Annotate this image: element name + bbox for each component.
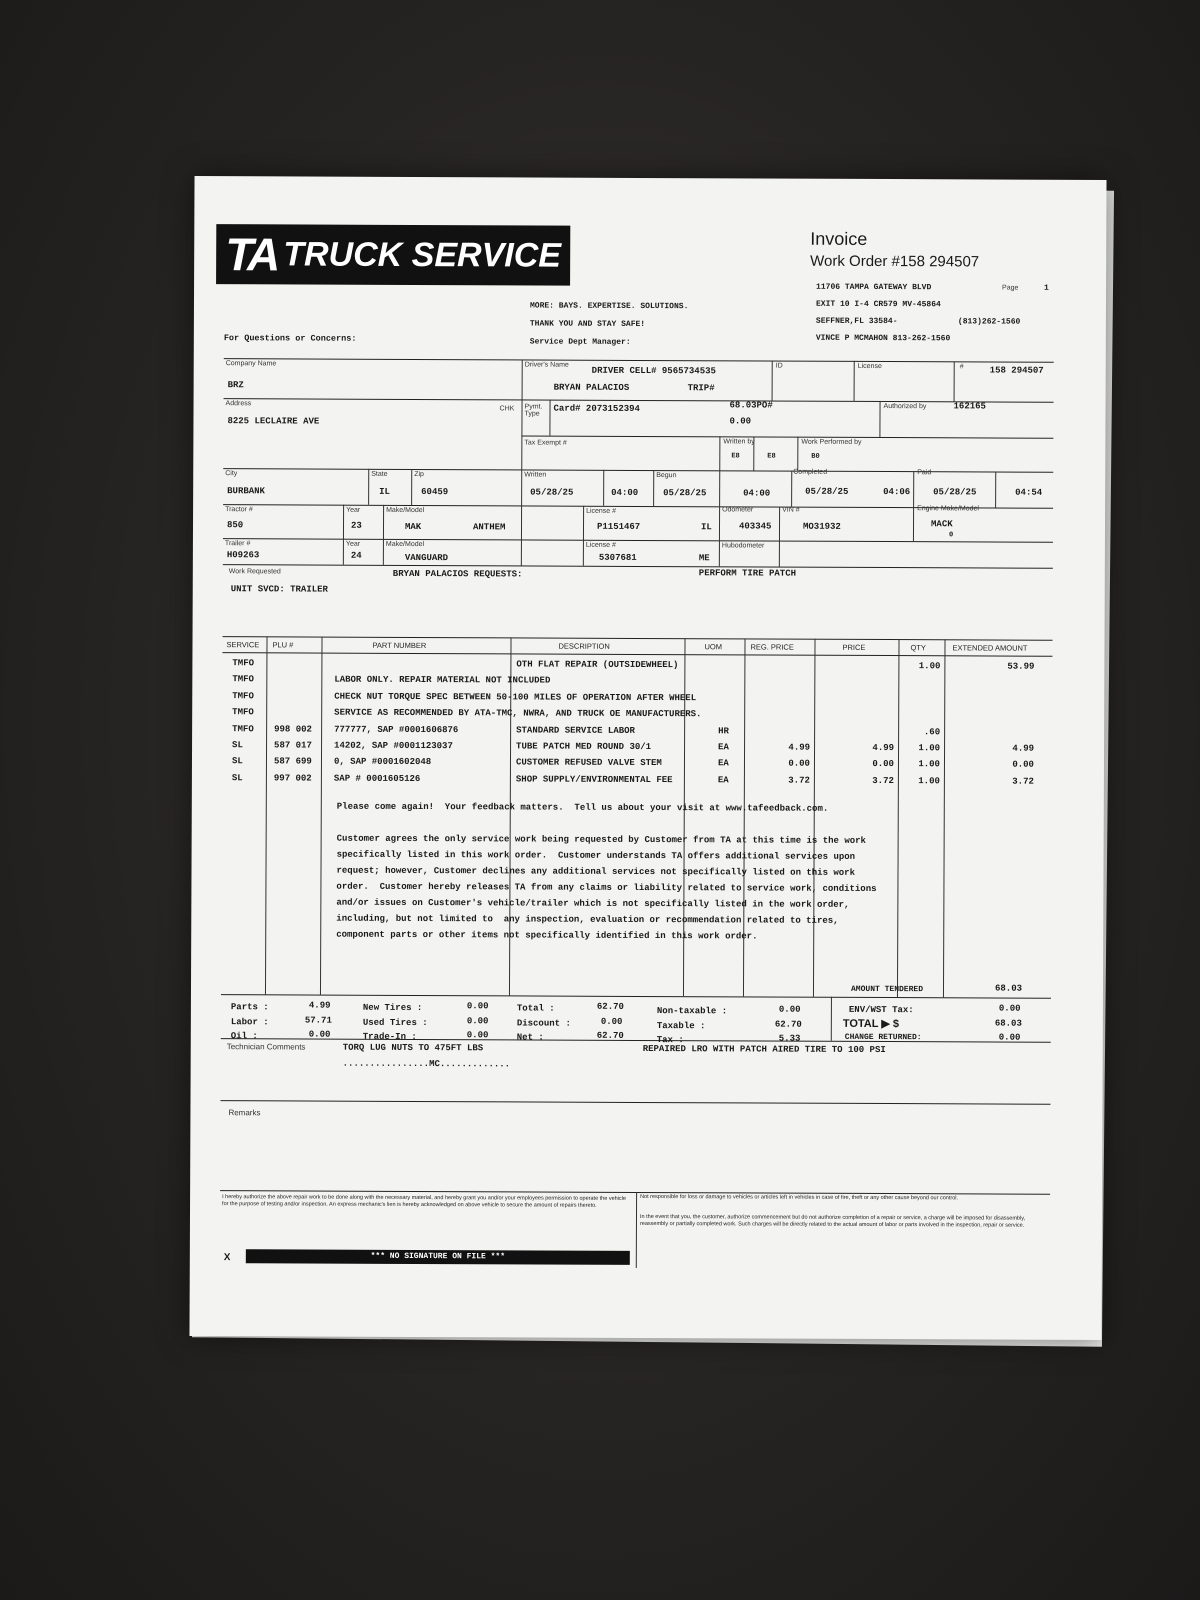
cell-service: SL [232, 740, 243, 751]
cell-plu: 997 002 [273, 773, 312, 784]
tech-comment-line1: TORQ LUG NUTS TO 475FT LBS [342, 1042, 484, 1054]
cell-uom: EA [717, 758, 729, 769]
cell-desc: OTH FLAT REPAIR (OUTSIDEWHEEL) [516, 659, 679, 671]
completed-time: 04:06 [883, 487, 911, 498]
tech-comment-line2: ................MC............. [342, 1058, 511, 1070]
signature-bar: *** NO SIGNATURE ON FILE *** [246, 1249, 630, 1265]
trade-in-label: Trade-In : [362, 1031, 417, 1042]
tractor-year: 23 [350, 520, 362, 531]
tech-comment-line3: REPAIRED LRO WITH PATCH AIRED TIRE TO 100 PSI [642, 1043, 886, 1056]
cell-part: 14202, SAP #0001123037 [334, 740, 453, 752]
engine-extra: 0 [948, 531, 954, 540]
address-label: Address [225, 400, 252, 408]
parts-total: 4.99 [308, 1000, 331, 1011]
amount-tendered-label: AMOUNT TENDERED [850, 984, 924, 995]
tractor-model: ANTHEM [472, 522, 506, 533]
customer-address: 8225 LECLAIRE AVE [227, 416, 320, 427]
cell-service: TMFO [232, 690, 254, 702]
cell-service: TMFO [232, 658, 255, 669]
written-by-label: Written by [723, 438, 755, 446]
engine-label: Engine Make/Model [917, 505, 979, 513]
tractor-make: MAK [404, 521, 422, 533]
cell-ext: 4.99 [1012, 743, 1035, 754]
th-service: SERVICE [226, 640, 260, 650]
cell-desc: SHOP SUPPLY/ENVIRONMENTAL FEE [515, 774, 673, 785]
state: IL [379, 486, 390, 497]
completed-date: 05/28/25 [805, 486, 849, 497]
not-responsible-text: Not responsible for loss or damage to vehicles or articles left in vehicles in case of fire, theft or any other cause beyond our control. [640, 1193, 959, 1202]
th-description: DESCRIPTION [558, 641, 610, 651]
amount-po: 68.03PO# [729, 400, 773, 411]
tractor-license-state: IL [700, 522, 712, 533]
cell-ext: 53.99 [1007, 661, 1035, 672]
odometer: 403345 [738, 521, 772, 532]
th-reg-price: REG. PRICE [750, 642, 794, 652]
trailer-make-label: Make/Model [385, 540, 425, 549]
paid-time: 04:54 [1015, 487, 1043, 498]
address-line2: EXIT 10 I-4 CR579 MV-45864 [815, 299, 941, 310]
th-plu: PLU # [272, 640, 294, 650]
taxable-label: Taxable : [656, 1021, 706, 1032]
slogan-line3: Service Dept Manager: [529, 337, 631, 347]
state-label: State [371, 470, 388, 478]
cell-service: TMFO [232, 674, 254, 685]
city: BURBANK [227, 486, 265, 497]
cell-desc: CUSTOMER REFUSED VALVE STEM [515, 757, 662, 769]
paid-label: Paid [917, 469, 932, 477]
manager-contact: VINCE P MCMAHON 813-262-1560 [815, 333, 951, 344]
request-description: PERFORM TIRE PATCH [698, 568, 797, 579]
th-price: PRICE [842, 642, 866, 652]
labor-label: Labor : [230, 1017, 269, 1028]
env-tax-label: ENV/WST Tax: [848, 1004, 914, 1016]
unit-serviced: UNIT SVCD: TRAILER [230, 584, 328, 595]
cell-price: 3.72 [872, 775, 894, 786]
cell-part: SERVICE AS RECOMMENDED BY ATA-TMC, NWRA, AND TRUCK OE MANUFACTURERS. [334, 707, 702, 720]
nontaxable: 0.00 [778, 1004, 801, 1015]
oil-label: Oil : [230, 1031, 258, 1042]
cell-qty: 1.00 [918, 775, 940, 787]
th-extended-amount: EXTENDED AMOUNT [952, 643, 1028, 653]
driver-name: BRYAN PALACIOS [553, 382, 630, 393]
tax-label: Tax : [656, 1035, 684, 1046]
paid-date: 05/28/25 [933, 487, 977, 498]
written-time: 04:00 [611, 487, 639, 498]
cell-desc: TUBE PATCH MED ROUND 30/1 [516, 741, 652, 753]
page-label: Page [1002, 284, 1019, 292]
performed-by-code: B0 [811, 452, 820, 461]
trailer-number: H09263 [226, 550, 260, 561]
cell-plu: 998 002 [274, 723, 312, 735]
tractor-number: 850 [226, 520, 244, 531]
cell-ext: 0.00 [1012, 759, 1034, 771]
vin: MO31932 [802, 521, 841, 532]
address-line3: SEFFNER,FL 33584- [815, 316, 898, 327]
subtotal: 62.70 [596, 1001, 624, 1012]
trailer-label: Trailer # [224, 540, 251, 548]
driver-name-label: Driver's Name [524, 361, 569, 369]
cell-qty: 1.00 [918, 759, 940, 770]
oil-total: 0.00 [308, 1029, 331, 1040]
discount-label: Discount : [516, 1018, 571, 1029]
cell-ext: 3.72 [1012, 776, 1034, 787]
work-performed-label: Work Performed by [801, 438, 862, 446]
cell-price: 0.00 [872, 759, 894, 770]
change-returned: 0.00 [998, 1032, 1021, 1043]
remarks-label: Remarks [228, 1108, 261, 1118]
begun-date: 05/28/25 [663, 488, 707, 499]
wo-hash-label: # [959, 363, 964, 371]
begun-time: 04:00 [743, 488, 771, 499]
parts-label: Parts : [230, 1002, 269, 1013]
cell-part: SAP # 0001605126 [333, 773, 421, 784]
cell-reg: 4.99 [788, 742, 811, 753]
cell-qty: .60 [923, 726, 941, 737]
th-part-number: PART NUMBER [372, 640, 427, 651]
company-name-label: Company Name [225, 360, 277, 368]
trailer-make: VANGUARD [404, 552, 449, 564]
work-order-number: Work Order #158 294507 [810, 252, 980, 271]
tractor-make-label: Make/Model [386, 506, 425, 515]
used-tires: 0.00 [466, 1016, 489, 1027]
trip-label: TRIP# [687, 383, 715, 394]
cell-reg: 3.72 [788, 775, 810, 786]
slogan-line1: MORE: BAYS. EXPERTISE. SOLUTIONS. [529, 301, 689, 312]
wo-number-box: 158 294507 [989, 365, 1044, 376]
nontaxable-label: Non-taxable : [656, 1006, 728, 1017]
address-line1: 11706 TAMPA GATEWAY BLVD [816, 282, 932, 293]
change-returned-label: CHANGE RETURNED: [844, 1032, 922, 1043]
cell-service: SL [231, 756, 243, 767]
authorized-code: 162165 [953, 401, 986, 412]
subtotal-label: Total : [516, 1003, 555, 1014]
tractor-license: P1151467 [596, 521, 641, 532]
cell-part: CHECK NUT TORQUE SPEC BETWEEN 50-100 MILES OF OPERATION AFTER WHEEL [334, 691, 697, 704]
authorization-text: I hereby authorize the above repair work to be done along with the necessary material, and hereby grant you and/or your employees permission to operate the vehicle for the purpose of testing and/or inspection. An express mechanic's lien is hereby acknowledged on above vehicle to secure the amount of repairs thereto. [222, 1194, 626, 1209]
driver-cell: DRIVER CELL# 9565734535 [591, 365, 716, 377]
trailer-year: 24 [350, 550, 362, 561]
grand-total-label: TOTAL ▶ $ [842, 1017, 900, 1031]
written-by-code2: E8 [767, 452, 776, 461]
cell-uom: HR [718, 725, 729, 736]
pymt-type-label: Pymt. Type [524, 403, 543, 418]
trade-in: 0.00 [466, 1030, 489, 1041]
grand-total: 68.03 [994, 1018, 1022, 1029]
th-qty: QTY [910, 643, 926, 653]
cell-desc: STANDARD SERVICE LABOR [516, 725, 635, 736]
written-by-code: E8 [731, 452, 740, 461]
tractor-license-label: License # [586, 507, 617, 515]
engine: MACK [931, 519, 953, 530]
id-label: ID [775, 362, 783, 370]
cell-qty: 1.00 [918, 743, 941, 754]
cell-service: SL [231, 772, 243, 784]
zip: 60459 [421, 487, 449, 498]
page-number: 1 [1044, 283, 1049, 293]
written-date: 05/28/25 [530, 487, 574, 498]
cell-reg: 0.00 [788, 759, 810, 770]
tractor-year-label: Year [346, 506, 361, 514]
cell-plu: 587 017 [274, 740, 312, 751]
tax: 5.33 [778, 1033, 801, 1044]
new-tires-label: New Tires : [362, 1002, 423, 1014]
vin-label: VIN # [782, 506, 800, 514]
chk-label: CHK [499, 405, 515, 413]
requests: BRYAN PALACIOS REQUESTS: [392, 568, 523, 580]
agreement-text: Customer agrees the only service work being requested by Customer from TA at this time is the work specifically listed in this work order. Customer understands TA offers additional services upon request; however, Customer declines any additional services not specifically listed on this work order. Customer hereby releases TA from any claims or liability related to service work, conditions and/or issues on Customer's vehicle/trailer which is not specifically listed in the work order, including, but not limited to any inspection, evaluation or recommendation related to tires, component parts or other items not specifically identified in this work order. [336, 833, 877, 942]
begun-label: Begun [656, 472, 677, 480]
trailer-year-label: Year [345, 540, 361, 548]
cell-part: 0, SAP #0001602048 [333, 757, 432, 768]
cell-part: 777777, SAP #0001606876 [334, 724, 459, 735]
questions-label: For Questions or Concerns: [223, 333, 357, 344]
written-label: Written [524, 471, 547, 479]
completed-label: Completed [793, 468, 828, 476]
net-label: Net : [516, 1032, 544, 1043]
invoice-title: Invoice [810, 228, 868, 249]
license-label: License [857, 362, 882, 371]
cell-part: LABOR ONLY. REPAIR MATERIAL NOT INCLUDED [334, 675, 551, 686]
zip-label: Zip [414, 470, 424, 479]
odometer-label: Odometer [722, 506, 754, 514]
tech-comments-label: Technician Comments [226, 1042, 306, 1052]
cell-price: 4.99 [872, 742, 895, 754]
event-text: In the event that you, the customer, authorize commencement but do not authorize completion of a repair or service, a charge will be imposed for disassembly, reassembly or partially completed work. Such charges will be directly related to the actual amount of labor or parts involved in the inspection, repair or service. [639, 1213, 1026, 1229]
tractor-label: Tractor # [225, 506, 253, 514]
amount-tendered: 68.03 [994, 983, 1023, 994]
env-tax: 0.00 [998, 1003, 1021, 1014]
th-uom: UOM [704, 642, 723, 652]
trailer-license-label: License # [585, 541, 616, 549]
company-name: BRZ [227, 380, 244, 391]
tax-exempt-label: Tax Exempt # [524, 439, 567, 447]
feedback-text: Please come again! Your feedback matters. Tell us about your visit at www.tafeedback.com. [336, 801, 829, 814]
discount: 0.00 [600, 1016, 623, 1027]
hubodometer-label: Hubodometer [721, 542, 765, 550]
authorized-label: Authorized by [883, 403, 927, 411]
cell-uom: EA [717, 775, 729, 786]
card-number: Card# 2073152394 [553, 403, 640, 414]
work-requested-label: Work Requested [228, 568, 281, 576]
amount-zero: 0.00 [729, 416, 752, 427]
signature-x: X [223, 1252, 231, 1264]
ta-logo [216, 224, 570, 286]
new-tires: 0.00 [466, 1001, 489, 1012]
city-label: City [225, 470, 238, 478]
logo-ta: TA [225, 228, 278, 281]
logo-text: TRUCK SERVICE [283, 234, 562, 275]
cell-service: TMFO [232, 707, 254, 718]
trailer-license: 5307681 [598, 552, 637, 563]
cell-uom: EA [718, 742, 729, 753]
cell-service: TMFO [232, 723, 254, 734]
invoice-page [189, 176, 1106, 1340]
net: 62.70 [596, 1030, 624, 1041]
used-tires-label: Used Tires : [362, 1017, 428, 1029]
slogan-line2: THANK YOU AND STAY SAFE! [529, 319, 646, 329]
trailer-license-state: ME [698, 553, 710, 564]
labor-total: 57.71 [304, 1015, 332, 1026]
cell-plu: 587 699 [273, 756, 312, 767]
store-phone: (813)262-1560 [957, 317, 1021, 327]
cell-qty: 1.00 [918, 661, 941, 672]
taxable: 62.70 [774, 1019, 802, 1030]
